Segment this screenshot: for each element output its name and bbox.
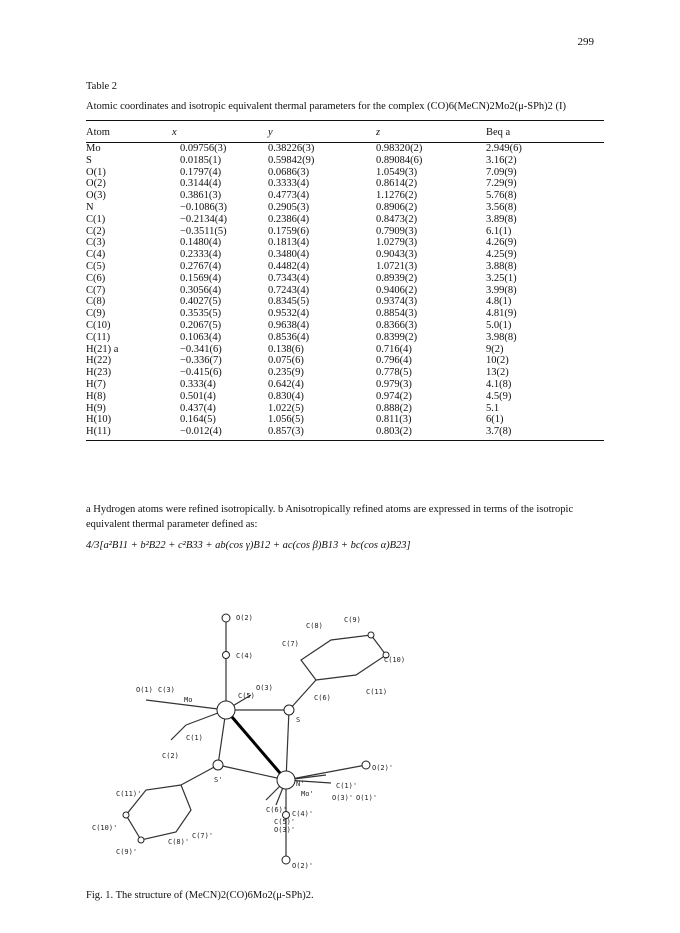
table-row (86, 426, 604, 440)
atom-label: O(3) (256, 684, 273, 692)
table-cell: C(8) (86, 296, 106, 308)
table-cell: 5.0(1) (486, 319, 512, 331)
table-cell: 2.949(6) (486, 143, 522, 154)
page-number: 299 (577, 36, 594, 48)
atom-label: C(3) (158, 686, 175, 694)
table-cell: 1.0721(3) (376, 260, 418, 272)
table-cell: H(22) (86, 355, 112, 367)
table-cell: 0.778(5) (376, 367, 412, 379)
table-row (86, 155, 604, 167)
table-cell: O(2) (86, 178, 106, 190)
table-cell: −0.1086(3) (180, 201, 228, 213)
table-cell: 4.1(8) (486, 378, 512, 390)
table-cell: 13(2) (486, 367, 509, 379)
table-cell: H(9) (86, 402, 106, 414)
table-cell: 0.1569(4) (180, 272, 222, 284)
table-cell: 0.8399(2) (376, 331, 418, 343)
table-cell: 4.25(9) (486, 249, 517, 261)
table-cell: 1.022(5) (268, 402, 304, 414)
header-beq: Beq a (486, 121, 604, 143)
table-cell: C(3) (86, 237, 106, 249)
table-cell: C(5) (86, 260, 106, 272)
atom-label: O(2)' (372, 764, 394, 772)
table-cell: 6.1(1) (486, 225, 512, 237)
coordinates-table (86, 120, 604, 441)
table-row (86, 249, 604, 261)
atom-label: N' (296, 780, 305, 788)
table-cell: 0.3861(3) (180, 190, 222, 202)
table-cell: 0.811(3) (376, 414, 412, 426)
table-cell: 0.164(5) (180, 414, 216, 426)
table-cell: 3.25(1) (486, 272, 517, 284)
table-cell: 4.8(1) (486, 296, 512, 308)
table-cell: C(10) (86, 319, 111, 331)
atom-label: C(4) (236, 652, 253, 660)
table-cell: 0.4773(4) (268, 190, 310, 202)
table-cell: O(1) (86, 166, 106, 178)
table-cell: −0.415(6) (180, 367, 222, 379)
table-cell: 0.8939(2) (376, 272, 418, 284)
atom-label: Mo' (301, 790, 314, 798)
table-cell: 0.075(6) (268, 355, 304, 367)
table-cell: 0.98320(2) (376, 143, 423, 154)
atom-label: C(6)' (266, 806, 288, 814)
table-cell: 0.437(4) (180, 402, 216, 414)
table-cell: 0.8854(3) (376, 308, 418, 320)
table-label: Table 2 (86, 81, 118, 92)
table-cell: −0.2134(4) (180, 213, 228, 225)
atom-label: O(2)' (292, 862, 314, 870)
table-cell: 3.89(8) (486, 213, 517, 225)
table-cell: C(9) (86, 308, 106, 320)
atom-label: C(4)' (292, 810, 314, 818)
table-cell: H(10) (86, 414, 112, 426)
table-cell: 0.501(4) (180, 390, 216, 402)
table-cell: 4.5(9) (486, 390, 512, 402)
table-cell: 0.9532(4) (268, 308, 310, 320)
table-cell: −0.012(4) (172, 426, 268, 440)
table-cell: 1.1276(2) (376, 190, 418, 202)
header-z: z (376, 121, 486, 143)
table-cell: H(7) (86, 378, 106, 390)
table-cell: H(8) (86, 390, 106, 402)
table-cell: 0.830(4) (268, 390, 304, 402)
header-y: y (268, 121, 376, 143)
table-cell: 0.333(4) (180, 378, 216, 390)
table-cell: 0.89084(6) (376, 154, 423, 166)
atom-label: Mo (184, 696, 193, 704)
table-caption: Atomic coordinates and isotropic equivalent thermal parameters for the complex (CO)6(MeCN)2Mo2(μ-SPh)2 (I) (86, 101, 567, 112)
atom-label: O(1)' (356, 794, 378, 802)
table-cell: 0.8473(2) (376, 213, 418, 225)
table-row (86, 355, 604, 367)
table-cell: 7.09(9) (486, 166, 517, 178)
table-cell: 0.235(9) (268, 367, 304, 379)
table-row (86, 261, 604, 273)
table-cell: 3.7(8) (486, 426, 604, 440)
table-row (86, 344, 604, 356)
table-cell: C(2) (86, 225, 106, 237)
atom-label: S (296, 716, 301, 724)
table-cell: 0.1480(4) (180, 237, 222, 249)
table-cell: −0.341(6) (180, 343, 222, 355)
table-cell: C(6) (86, 272, 106, 284)
table-cell: 5.1 (486, 402, 500, 414)
table-row (86, 414, 604, 426)
table-row (86, 190, 604, 202)
table-row (86, 226, 604, 238)
table-cell: 0.4027(5) (180, 296, 222, 308)
table-row (86, 178, 604, 190)
table-cell: 3.99(8) (486, 284, 517, 296)
table-row (86, 143, 604, 155)
atom-label: C(1) (186, 734, 203, 742)
table-row (86, 167, 604, 179)
table-cell: O(3) (86, 190, 106, 202)
table-cell: −0.336(7) (180, 355, 222, 367)
table-cell: 0.0185(1) (180, 154, 222, 166)
table-cell: 0.9374(3) (376, 296, 418, 308)
atom-label: O(2) (236, 614, 253, 622)
atom-label: O(1) (136, 686, 153, 694)
table-cell: 0.0686(3) (268, 166, 310, 178)
table-cell: 0.7909(3) (376, 225, 418, 237)
table-cell: 9(2) (486, 343, 504, 355)
table-cell: 0.3480(4) (268, 249, 310, 261)
footnote-formula: 4/3[a²B11 + b²B22 + c²B33 + ab(cos γ)B12 + ac(cos β)B13 + bc(cos α)B23] (86, 540, 411, 551)
atom-label: C(5) (238, 692, 255, 700)
table-cell: 0.3333(4) (268, 178, 310, 190)
table-row (86, 320, 604, 332)
atom-label: C(11)' (116, 790, 142, 798)
atom-label: C(9)' (116, 848, 138, 856)
atom-label: C(10) (384, 656, 406, 664)
table-cell: 0.4482(4) (268, 260, 310, 272)
atom-label: C(5)' (274, 818, 296, 826)
table-cell: 0.796(4) (376, 355, 412, 367)
table-cell: 1.056(5) (268, 414, 304, 426)
table-cell: 0.38226(3) (268, 143, 315, 154)
atom-label: C(10)' (92, 824, 118, 832)
table-cell: 3.16(2) (486, 154, 517, 166)
table-cell: 0.8906(2) (376, 201, 418, 213)
table-cell: 4.26(9) (486, 237, 517, 249)
table-cell: 0.09756(3) (180, 143, 227, 154)
table-cell: C(7) (86, 284, 106, 296)
atom-label: C(7)' (192, 832, 214, 840)
atom-label: C(8) (306, 622, 323, 630)
table-cell: S (86, 154, 92, 166)
table-cell: 0.2905(3) (268, 201, 310, 213)
atom-label: C(7) (282, 640, 299, 648)
table-cell: 0.9638(4) (268, 319, 310, 331)
atom-label: C(2) (162, 752, 179, 760)
table-cell: 0.2767(4) (180, 260, 222, 272)
table-cell: 0.7343(4) (268, 272, 310, 284)
table-caption-block (86, 80, 606, 114)
table-cell: H(23) (86, 367, 112, 379)
table-cell: 0.9406(2) (376, 284, 418, 296)
table-cell: 0.716(4) (376, 343, 412, 355)
table-row (86, 332, 604, 344)
table-cell: 7.29(9) (486, 178, 517, 190)
table-row (86, 214, 604, 226)
atom-label: C(6) (314, 694, 331, 702)
table-cell: 10(2) (486, 355, 509, 367)
table-cell: 0.8366(3) (376, 319, 418, 331)
table-row (86, 237, 604, 249)
table-cell: 1.0549(3) (376, 166, 418, 178)
table-cell: Mo (86, 143, 101, 154)
table-cell: 1.0279(3) (376, 237, 418, 249)
table-cell: 0.642(4) (268, 378, 304, 390)
table-row (86, 285, 604, 297)
table-cell: H(11) (86, 426, 172, 440)
table-cell: 0.8345(5) (268, 296, 310, 308)
table-cell: 0.3535(5) (180, 308, 222, 320)
table-cell: N (86, 201, 94, 213)
table-cell: 0.9043(3) (376, 249, 418, 261)
atom-label: S' (214, 776, 223, 784)
table-row (86, 202, 604, 214)
figure-caption: Fig. 1. The structure of (MeCN)2(CO)6Mo2(μ-SPh)2. (86, 890, 314, 901)
table-cell: 0.1759(6) (268, 225, 310, 237)
atom-label: O(3)' (274, 826, 296, 834)
table-row (86, 379, 604, 391)
table-cell: 0.974(2) (376, 390, 412, 402)
table-cell: −0.3511(5) (180, 225, 227, 237)
table-cell: C(4) (86, 249, 106, 261)
table-cell: 6(1) (486, 414, 504, 426)
table-cell: 0.857(3) (268, 426, 376, 440)
table-cell: 0.979(3) (376, 378, 412, 390)
header-x: x (172, 121, 268, 143)
table-cell: 3.88(8) (486, 260, 517, 272)
table-row (86, 273, 604, 285)
table-cell: 0.8536(4) (268, 331, 310, 343)
table-cell: 0.1813(4) (268, 237, 310, 249)
table-cell: H(21) a (86, 343, 119, 355)
header-atom: Atom (86, 121, 172, 143)
atom-label: C(9) (344, 616, 361, 624)
table-cell: 0.3144(4) (180, 178, 222, 190)
table-cell: C(11) (86, 331, 111, 343)
table-row (86, 308, 604, 320)
table-cell: 0.8614(2) (376, 178, 418, 190)
table-header-row (86, 121, 604, 143)
table-cell: C(1) (86, 213, 106, 225)
table-row (86, 367, 604, 379)
atom-label: C(8)' (168, 838, 190, 846)
table-cell: 0.2067(5) (180, 319, 222, 331)
table-row (86, 391, 604, 403)
atom-label: C(11) (366, 688, 388, 696)
table-cell: 0.2386(4) (268, 213, 310, 225)
table-cell: 4.81(9) (486, 308, 517, 320)
atom-label: C(1)' (336, 782, 358, 790)
molecular-structure-drawing (86, 600, 446, 880)
structure-figure (86, 600, 446, 885)
table-footnote (86, 502, 606, 553)
table-cell: 0.3056(4) (180, 284, 222, 296)
atom-label: O(3)' (332, 794, 354, 802)
table-cell: 5.76(8) (486, 190, 517, 202)
table-row (86, 403, 604, 415)
table-row (86, 296, 604, 308)
table-cell: 3.98(8) (486, 331, 517, 343)
table-cell: 0.803(2) (376, 426, 486, 440)
table-cell: 0.2333(4) (180, 249, 222, 261)
table-cell: 0.888(2) (376, 402, 412, 414)
table-cell: 0.7243(4) (268, 284, 310, 296)
footnote-text: a Hydrogen atoms were refined isotropically. b Anisotropically refined atoms are expressed in terms of the isotropic equivalent thermal parameter defined as: (86, 504, 574, 530)
table-cell: 0.138(6) (268, 343, 304, 355)
table-cell: 0.1063(4) (180, 331, 222, 343)
table-cell: 0.1797(4) (180, 166, 222, 178)
table-cell: 0.59842(9) (268, 154, 315, 166)
table-cell: 3.56(8) (486, 201, 517, 213)
